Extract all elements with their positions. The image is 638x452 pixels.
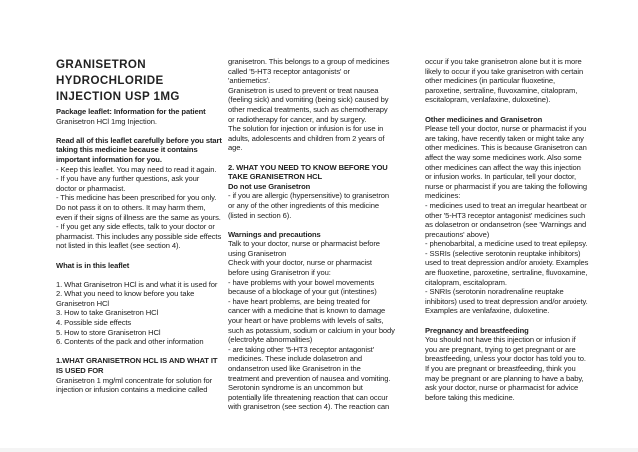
text-line: occur if you take granisetron alone but it is more [425, 57, 582, 66]
text-line: - medicines used to treat an irregular heartbeat or [425, 200, 587, 210]
text-line: Granisetron HCl 1mg Injection. [56, 116, 157, 126]
column-1-body [56, 107, 220, 395]
text-line: as dolasetron or ondansetron (see 'Warnings and [425, 220, 587, 230]
text-line: Granisetron HCl [56, 298, 109, 308]
heading-line: IS USED FOR [56, 366, 104, 376]
text-line: or any of the other ingredients of this medicine [228, 200, 379, 210]
text-line: ondansetron used like Granisetron in the [228, 364, 361, 373]
text-line: or radiotherapy for cancer, and by surgery. [228, 114, 367, 124]
text-line: If you are pregnant or breastfeeding, think you [425, 364, 576, 373]
text-line: 4. Possible side effects [56, 318, 132, 328]
text-line: are fluoxetine, paroxetine, sertraline, fluvoxamine, [425, 268, 588, 278]
text-line: - If you get any side effects, talk to your doctor or [56, 222, 215, 232]
text-line: Talk to your doctor, nurse or pharmacist before [228, 239, 380, 249]
text-line: other medicines. This is because Granisetron can [425, 143, 587, 153]
heading-line: Other medicines and Granisetron [425, 114, 543, 124]
text-line: even if their signs of illness are the same as yours. [56, 212, 221, 222]
title-line: GRANISETRON [56, 58, 147, 71]
text-line: are taking, have recently taken or might take any [425, 133, 584, 143]
page-bottom-edge [0, 448, 638, 452]
text-line: likely to occur if you take granisetron with certain [425, 66, 584, 76]
text-line: ask your doctor, nurse or pharmacist for advice [425, 383, 579, 393]
heading-line: 2. WHAT YOU NEED TO KNOW BEFORE YOU [228, 162, 388, 172]
heading-line: What is in this leaflet [56, 260, 130, 270]
heading-line: Do not use Granisetron [228, 181, 311, 191]
title-line: INJECTION USP 1MG [56, 90, 180, 103]
text-line: The solution for injection or infusion is for use in [228, 124, 384, 134]
text-line: breastfeeding, unless your doctor has told you to. [425, 354, 586, 364]
text-line: before using Granisetron if you: [228, 268, 331, 278]
text-line: adults, adolescents and children from 2 years of [228, 133, 385, 143]
text-line: (listed in section 6). [228, 210, 292, 220]
text-line: called '5-HT3 receptor antagonists' or [228, 66, 350, 76]
text-line: injection or infusion contains a medicine called [56, 385, 208, 395]
text-line: age. [228, 143, 243, 153]
text-line: other medicines (in particular fluoxetine, [425, 76, 556, 86]
column-1 [56, 57, 220, 395]
heading-line: Read all of this leaflet carefully before you start [56, 135, 222, 145]
text-line: treatment and prevention of nausea and vomiting. [228, 373, 391, 383]
heading-line: Package leaflet: Information for the patient [56, 107, 206, 116]
text-line: - If you have any further questions, ask your [56, 174, 200, 184]
text-line: 3. How to take Granisetron HCl [56, 308, 159, 318]
column-2-body [228, 57, 398, 412]
text-line: - SSRIs (selective serotonin reuptake inhibitors) [425, 248, 581, 258]
text-line: not listed in this leaflet (see section 4). [56, 241, 181, 251]
text-line: - are taking other '5-HT3 receptor antagonist' [228, 344, 375, 354]
text-line: affect the way some medicines work. Also some [425, 152, 582, 162]
text-line: inhibitors) used to treat depression and/or anxiety. [425, 296, 588, 306]
heading-line: taking this medicine because it contains [56, 145, 198, 155]
text-line: you are pregnant, trying to get pregnant or are [425, 344, 576, 354]
heading-line: Pregnancy and breastfeeding [425, 325, 529, 335]
heading-line: Warnings and precautions [228, 229, 321, 239]
paragraph-spacer [56, 270, 220, 280]
text-line: - This medicine has been prescribed for you only. [56, 193, 217, 203]
text-line: because of a blockage of your gut (intestines) [228, 287, 377, 297]
text-line: other '5-HT3 receptor antagonist' medicines such [425, 210, 586, 220]
text-line: granisetron. This belongs to a group of medicines [228, 57, 390, 66]
text-line: Please tell your doctor, nurse or pharmacist if you [425, 124, 587, 134]
text-line: pharmacist. This includes any possible side effects [56, 231, 222, 241]
paragraph-spacer [228, 220, 398, 230]
text-line: medicines. These include dolasetron and [228, 354, 363, 364]
text-line: - phenobarbital, a medicine used to treat epilepsy. [425, 239, 588, 249]
text-line: - have problems with your bowel movements [228, 277, 375, 287]
text-line: Serotonin syndrome is an uncommon but [228, 383, 363, 393]
text-line: Do not pass it on to others. It may harm them, [56, 202, 206, 212]
text-line: before taking this medicine. [425, 392, 515, 402]
text-line: 1. What Granisetron HCl is and what it is used for [56, 279, 218, 289]
text-line: with granisetron (see section 4). The reaction can [228, 402, 390, 412]
text-line: Granisetron is used to prevent or treat nausea [228, 85, 379, 95]
paragraph-spacer [425, 105, 593, 115]
text-line: - have heart problems, are being treated for [228, 296, 371, 306]
paragraph-spacer [228, 153, 398, 163]
text-line: escitalopram, venlafaxine, duloxetine). [425, 95, 551, 105]
text-line: precautions' above) [425, 229, 490, 239]
text-line: your heart or have problems with levels of salts, [228, 316, 384, 326]
column-2 [228, 57, 398, 412]
text-line: - Keep this leaflet. You may need to read it again. [56, 164, 217, 174]
text-line: using Granisetron [228, 248, 287, 258]
text-line: - SNRIs (serotonin noradrenaline reuptake [425, 287, 564, 297]
heading-line: TAKE GRANISETRON HCL [228, 172, 323, 182]
heading-line: important information for you. [56, 154, 162, 164]
text-line: other medical treatments, such as chemotherapy [228, 104, 388, 114]
text-line: (electrolyte abnormalities) [228, 335, 313, 345]
text-line: potentially life threatening reaction that can occur [228, 392, 388, 402]
text-line: 'antiemetics'. [228, 76, 271, 86]
document-title [56, 57, 220, 105]
paragraph-spacer [56, 251, 220, 261]
text-line: medicines: [425, 191, 461, 201]
text-line: (feeling sick) and vomiting (being sick) caused by [228, 95, 389, 105]
text-line: doctor or pharmacist. [56, 183, 126, 193]
text-line: used to treat depression and/or anxiety. Examples [425, 258, 589, 268]
text-line: cancer with a medicine that is known to damage [228, 306, 386, 316]
heading-line: 1.WHAT GRANISETRON HCL IS AND WHAT IT [56, 356, 218, 366]
text-line: Granisetron 1 mg/ml concentrate for solution for [56, 375, 213, 385]
text-line: Check with your doctor, nurse or pharmacist [228, 258, 372, 268]
title-line: HYDROCHLORIDE [56, 74, 164, 87]
text-line: paroxetine, sertraline, fluvoxamine, citalopram, [425, 85, 578, 95]
text-line: You should not have this injection or infusion if [425, 335, 576, 345]
text-line: Examples are venlafaxine, duloxetine. [425, 306, 550, 316]
text-line: other medicines can affect the way this injection [425, 162, 581, 172]
column-3 [425, 57, 593, 402]
text-line: 2. What you need to know before you take [56, 289, 195, 299]
paragraph-spacer [56, 347, 220, 357]
column-3-body [425, 57, 593, 402]
text-line: citalopram, escitalopram. [425, 277, 507, 287]
paragraph-spacer [425, 316, 593, 326]
text-line: or infusion works. In particular, tell your doctor, [425, 172, 577, 182]
text-line: 5. How to store Granisetron HCl [56, 327, 161, 337]
text-line: 6. Contents of the pack and other information [56, 337, 204, 347]
text-line: - if you are allergic (hypersensitive) to granisetron [228, 191, 389, 201]
paragraph-spacer [56, 126, 220, 136]
text-line: nurse or pharmacist if you are taking the following [425, 181, 588, 191]
text-line: such as potassium, sodium or calcium in your body [228, 325, 395, 335]
text-line: may be pregnant or are planning to have a baby, [425, 373, 584, 383]
